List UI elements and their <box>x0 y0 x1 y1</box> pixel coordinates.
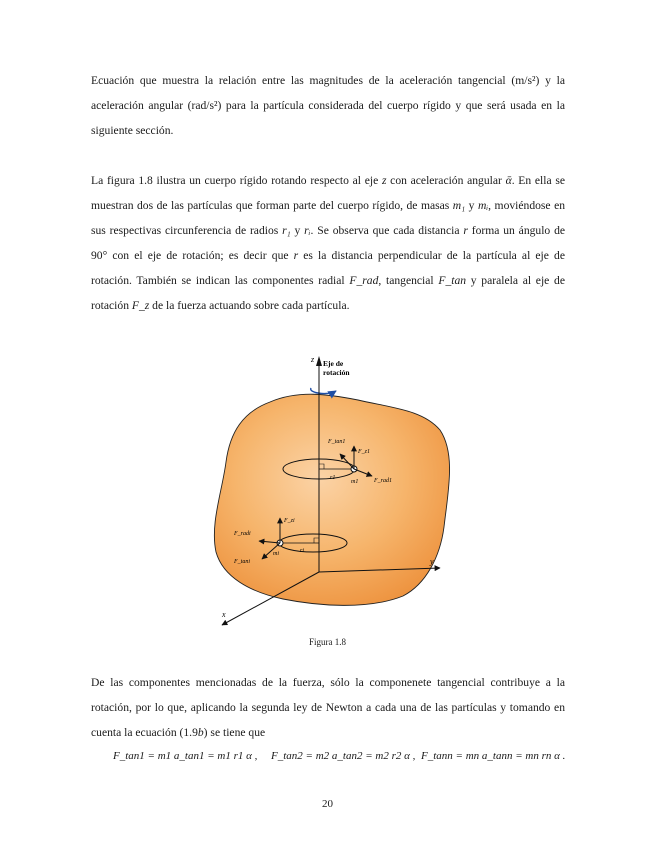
page-number: 20 <box>322 798 333 810</box>
equation-3: F_tann = mn a_tann = mn rn α . <box>421 750 566 762</box>
math-r: r <box>293 249 299 262</box>
label-f-tani: F_tani <box>234 559 250 565</box>
math-alpha: ᾱ <box>505 174 512 187</box>
unit-m-s2: (m/s²) <box>511 74 540 87</box>
text-run: y <box>290 224 305 237</box>
text-run: para la partícula considerada del cuerpo rígido y que será usada en la siguiente sección. <box>91 99 565 137</box>
math-r1: r₁ <box>282 224 291 237</box>
axis-caption-line1: Eje de <box>323 359 344 368</box>
text-run: Ecuación que muestra la relación entre las magnitudes de la aceleración tangencial <box>91 74 512 87</box>
label-r1: r1 <box>330 475 336 481</box>
rotation-arrow-icon <box>311 388 336 394</box>
text-run: y la aceleración angular <box>91 74 565 112</box>
text-run: La figura 1.8 ilustra un cuerpo rígido rotando respecto al eje <box>91 174 382 187</box>
y-axis-label: y <box>430 557 434 566</box>
label-f-radi: F_radi <box>234 531 251 537</box>
text-run: es la distancia perpendicular de la partícula al eje de rotación. También se indican las componentes radial <box>91 249 565 287</box>
label-f-tan1: F_tan1 <box>328 439 346 445</box>
equation-2: F_tan2 = m2 a_tan2 = m2 r2 α , <box>271 750 416 762</box>
math-f-rad: F_rad <box>349 274 379 287</box>
text-run: con aceleración angular <box>386 174 506 187</box>
paragraph-2 <box>91 168 565 318</box>
rigid-body-shape <box>214 394 449 605</box>
label-ri: ri <box>300 548 305 554</box>
text-run: con el eje de rotación; es decir que <box>107 249 294 262</box>
math-90deg: 90° <box>91 249 108 262</box>
paragraph-3 <box>91 670 565 745</box>
text-run: , moviéndose en sus respectivas circunferencia de radios <box>91 199 566 237</box>
text-run: y <box>465 199 478 212</box>
figure-caption: Figura 1.8 <box>309 637 346 647</box>
label-m1: m1 <box>351 479 359 485</box>
text-run: De las componentes mencionadas de la fuerza, sólo la componenete tangencial contribuye a la rotación, por lo que, aplicando la segunda ley de Newton a cada una de las partículas y tomando en cuenta la ecuación (1.9 <box>91 676 565 739</box>
text-run: . En ella se muestran dos de las partículas que forman parte del cuerpo rígido, de masas <box>91 174 565 212</box>
math-ri: rᵢ <box>304 224 311 237</box>
label-f-z1: F_z1 <box>358 449 370 455</box>
label-f-rad1: F_rad1 <box>374 478 392 484</box>
label-mi: mi <box>273 551 279 557</box>
paragraph-1 <box>91 68 565 143</box>
rigid-body-figure <box>208 352 458 632</box>
math-f-z: F_z <box>131 299 150 312</box>
math-r: r <box>463 224 468 237</box>
text-run: y paralela al eje de rotación <box>91 274 565 312</box>
math-f-tan: F_tan <box>438 274 467 287</box>
math-z: z <box>381 174 387 187</box>
axis-caption-line2: rotación <box>323 368 350 377</box>
math-m1: m₁ <box>452 199 466 212</box>
x-axis-label: x <box>222 610 226 619</box>
label-f-zi: F_zi <box>284 518 295 524</box>
text-run: forma un ángulo de <box>467 224 566 237</box>
text-run: de la fuerza actuando sobre cada partícula. <box>149 299 350 312</box>
z-axis-label: z <box>311 355 315 364</box>
equations-row <box>91 750 565 768</box>
unit-rad-s2: (rad/s²) <box>187 99 222 112</box>
equation-1: F_tan1 = m1 a_tan1 = m1 r1 α , <box>113 750 258 762</box>
text-run: . Se observa que cada distancia <box>310 224 464 237</box>
z-axis-arrow-icon <box>316 356 322 366</box>
text-run: ) se tiene que <box>203 726 266 739</box>
math-b: b <box>197 726 204 739</box>
text-run: , tangencial <box>378 274 439 287</box>
math-mi: mᵢ <box>477 199 489 212</box>
